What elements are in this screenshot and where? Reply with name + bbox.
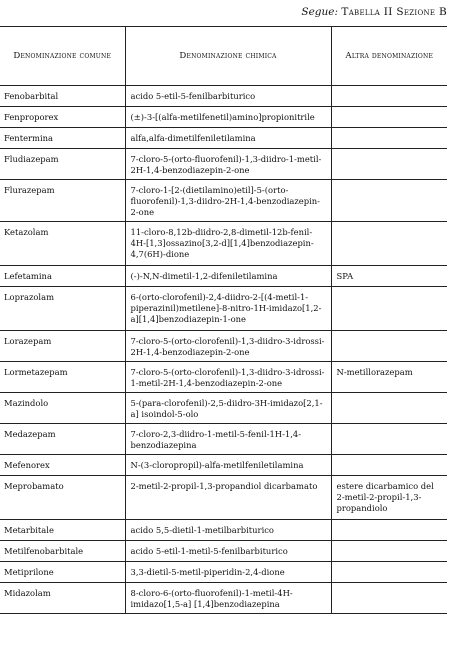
cell-chemical-name: [125, 583, 331, 614]
cell-chemical-name-text: 7-cloro-1-[2-(dietilamino)etil]-5-(orto-fluorofenil)-1,3-diidro-2H-1,4-benzodiazepin-2-one: [130, 185, 321, 217]
cell-common-name-text: Fenobarbital: [4, 91, 59, 101]
cell-common-name-text: Fentermina: [4, 133, 54, 143]
cell-chemical-name: [125, 562, 331, 583]
substances-table: [0, 26, 447, 614]
cell-other-name-text: N-metillorazepam: [336, 367, 413, 377]
cell-other-name-text: estere dicarbamico del 2-metil-2-propil-1,3-propandiolo: [336, 481, 434, 513]
cell-common-name-text: Meprobamato: [4, 481, 64, 491]
table-row: [0, 476, 447, 520]
table-row: [0, 331, 447, 362]
cell-other-name: [331, 128, 447, 149]
cell-common-name: [0, 583, 125, 614]
cell-other-name: [331, 424, 447, 455]
cell-common-name-text: Lormetazepam: [4, 367, 68, 377]
cell-other-name: [331, 331, 447, 362]
cell-chemical-name: [125, 86, 331, 107]
cell-common-name: [0, 424, 125, 455]
cell-common-name: [0, 266, 125, 287]
cell-common-name-text: Metilfenobarbitale: [4, 546, 84, 556]
table-row: [0, 149, 447, 180]
table-row: [0, 541, 447, 562]
cell-other-name: [331, 362, 447, 393]
cell-common-name: [0, 107, 125, 128]
cell-chemical-name: [125, 520, 331, 541]
column-header-common-name: Denominazione comune: [0, 27, 125, 86]
column-header-chemical-name: Denominazione chimica: [125, 27, 331, 86]
cell-common-name: [0, 393, 125, 424]
header-table-ref: Tabella II Sezione B: [341, 6, 447, 18]
cell-common-name: [0, 476, 125, 520]
cell-common-name-text: Mazindolo: [4, 398, 49, 408]
cell-other-name: [331, 107, 447, 128]
cell-chemical-name: [125, 287, 331, 331]
cell-chemical-name-text: 2-metil-2-propil-1,3-propandiol dicarbamato: [130, 481, 318, 491]
cell-common-name-text: Fenproporex: [4, 112, 59, 122]
cell-other-name: [331, 393, 447, 424]
cell-other-name: [331, 266, 447, 287]
cell-other-name: [331, 583, 447, 614]
cell-chemical-name: [125, 107, 331, 128]
cell-chemical-name: [125, 180, 331, 222]
running-header: [301, 6, 447, 18]
table-row: [0, 424, 447, 455]
cell-common-name-text: Ketazolam: [4, 227, 49, 237]
cell-common-name-text: Mefenorex: [4, 460, 50, 470]
table-row: [0, 287, 447, 331]
cell-chemical-name-text: acido 5-etil-5-fenilbarbiturico: [130, 91, 256, 101]
cell-other-name: [331, 562, 447, 583]
table-row: [0, 107, 447, 128]
cell-common-name: [0, 180, 125, 222]
cell-other-name: [331, 541, 447, 562]
cell-chemical-name-text: alfa,alfa-dimetilfeniletilamina: [130, 133, 256, 143]
cell-chemical-name: [125, 128, 331, 149]
cell-common-name-text: Medazepam: [4, 429, 56, 439]
cell-common-name-text: Lefetamina: [4, 271, 52, 281]
cell-other-name: [331, 476, 447, 520]
cell-common-name-text: Metiprilone: [4, 567, 54, 577]
cell-other-name: [331, 180, 447, 222]
cell-chemical-name-text: 11-cloro-8,12b-diidro-2,8-dimetil-12b-fenil-4H-[1,3]ossazino[3,2-d][1,4]benzodiazepin-4,7(6H)-dione: [130, 227, 314, 259]
table-row: [0, 128, 447, 149]
table-row: [0, 520, 447, 541]
cell-common-name-text: Fludiazepam: [4, 154, 59, 164]
table-row: [0, 583, 447, 614]
table-row: [0, 455, 447, 476]
cell-chemical-name-text: 7-cloro-5-(orto-fluorofenil)-1,3-diidro-1-metil-2H-1,4-benzodiazepin-2-one: [130, 154, 322, 175]
table-row: [0, 86, 447, 107]
cell-common-name: [0, 541, 125, 562]
cell-chemical-name: [125, 149, 331, 180]
cell-chemical-name: [125, 266, 331, 287]
table-header-row: [0, 27, 447, 86]
cell-chemical-name-text: (-)-N,N-dimetil-1,2-difeniletilamina: [130, 271, 278, 281]
cell-common-name-text: Midazolam: [4, 588, 51, 598]
cell-chemical-name-text: 7-cloro-5-(orto-clorofenil)-1,3-diidro-3-idrossi-1-metil-2H-1,4-benzodiazepin-2-one: [130, 367, 325, 388]
cell-chemical-name: [125, 222, 331, 266]
cell-common-name-text: Lorazepam: [4, 336, 52, 346]
table-row: [0, 266, 447, 287]
cell-chemical-name-text: 7-cloro-2,3-diidro-1-metil-5-fenil-1H-1,4-benzodiazepina: [130, 429, 302, 450]
table-body: [0, 86, 447, 614]
cell-common-name: [0, 287, 125, 331]
cell-chemical-name: [125, 455, 331, 476]
cell-chemical-name: [125, 393, 331, 424]
table-row: [0, 222, 447, 266]
cell-chemical-name-text: 6-(orto-clorofenil)-2,4-diidro-2-[(4-metil-1-piperazinil)metilene]-8-nitro-1H-imidazo[1,2-a][1,4]benzodiazepin-1-one: [130, 292, 322, 324]
cell-other-name: [331, 520, 447, 541]
cell-chemical-name: [125, 424, 331, 455]
cell-chemical-name-text: 7-cloro-5-(orto-clorofenil)-1,3-diidro-3-idrossi-2H-1,4-benzodiazepin-2-one: [130, 336, 325, 357]
cell-common-name: [0, 222, 125, 266]
cell-chemical-name-text: acido 5,5-dietil-1-metilbarbiturico: [130, 525, 274, 535]
cell-other-name-text: SPA: [336, 271, 354, 281]
column-header-other-name: Altra denominazione: [331, 27, 447, 86]
table-row: [0, 180, 447, 222]
cell-other-name: [331, 287, 447, 331]
table-row: [0, 362, 447, 393]
cell-chemical-name: [125, 331, 331, 362]
cell-chemical-name: [125, 362, 331, 393]
cell-chemical-name: [125, 476, 331, 520]
cell-chemical-name-text: 3,3-dietil-5-metil-piperidin-2,4-dione: [130, 567, 285, 577]
cell-common-name: [0, 520, 125, 541]
cell-chemical-name-text: N-(3-cloropropil)-alfa-metilfeniletilamina: [130, 460, 304, 470]
cell-common-name-text: Loprazolam: [4, 292, 55, 302]
cell-common-name: [0, 331, 125, 362]
cell-common-name-text: Flurazepam: [4, 185, 55, 195]
cell-chemical-name-text: acido 5-etil-1-metil-5-fenilbarbiturico: [130, 546, 288, 556]
cell-chemical-name-text: (±)-3-[(alfa-metilfenetil)amino]propionitrile: [130, 112, 315, 122]
cell-common-name: [0, 86, 125, 107]
table-row: [0, 393, 447, 424]
cell-common-name: [0, 455, 125, 476]
cell-chemical-name-text: 8-cloro-6-(orto-fluorofenil)-1-metil-4H-imidazo[1,5-a] [1,4]benzodiazepina: [130, 588, 293, 609]
cell-chemical-name-text: 5-(para-clorofenil)-2,5-diidro-3H-imidazo[2,1-a] isoindol-5-olo: [130, 398, 323, 419]
cell-common-name-text: Metarbitale: [4, 525, 54, 535]
cell-other-name: [331, 86, 447, 107]
cell-chemical-name: [125, 541, 331, 562]
header-prefix: Segue:: [301, 6, 339, 18]
cell-other-name: [331, 149, 447, 180]
cell-common-name: [0, 562, 125, 583]
cell-common-name: [0, 128, 125, 149]
cell-common-name: [0, 149, 125, 180]
cell-other-name: [331, 222, 447, 266]
table-row: [0, 562, 447, 583]
cell-common-name: [0, 362, 125, 393]
cell-other-name: [331, 455, 447, 476]
